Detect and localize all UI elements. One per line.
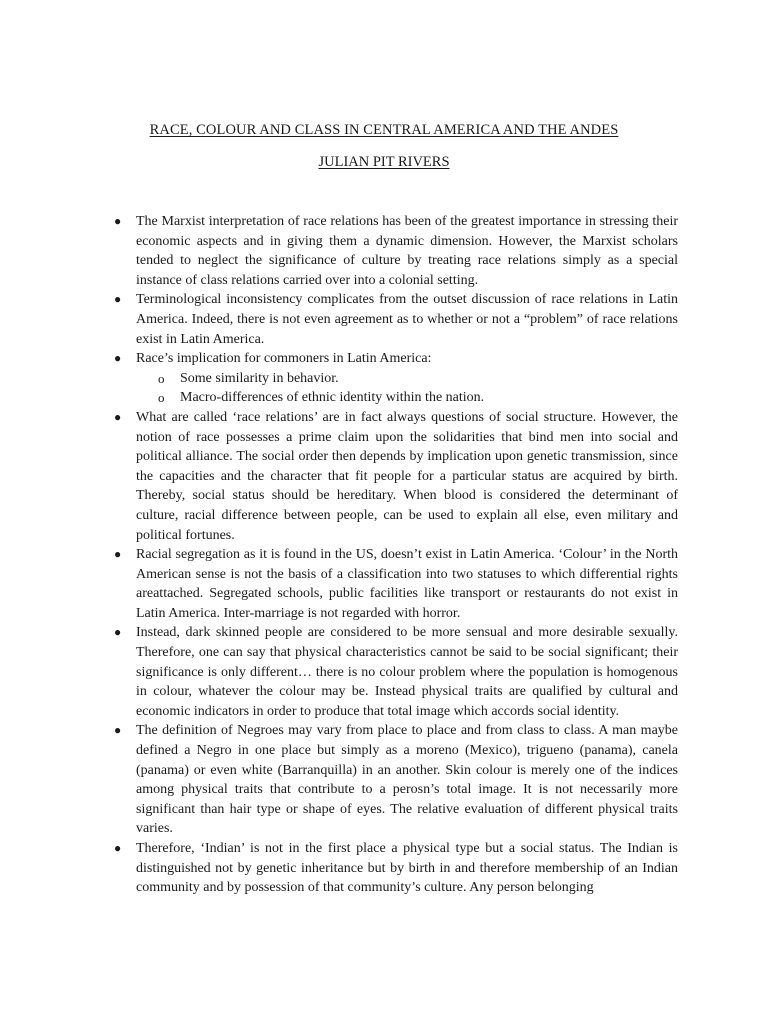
- bullet-dot: ●: [114, 723, 122, 738]
- bullet-item: [114, 349, 678, 369]
- bullet-text: The Marxist interpretation of race relations has been of the greatest importance in stressing their economic aspects and in giving them a dynamic dimension. However, the Marxist scholars tended to neglect the significance of culture by treating race relations simply as a special instance of class relations carried over into a colonial setting.: [136, 214, 678, 288]
- sub-bullet-text: Macro-differences of ethnic identity within the nation.: [180, 390, 485, 406]
- bullet-dot: ●: [114, 841, 122, 855]
- bullet-dot: ●: [114, 214, 122, 228]
- bullet-dot: ●: [114, 625, 122, 640]
- document-body: [114, 212, 678, 898]
- bullet-dot: ●: [114, 547, 122, 562]
- bullet-text: The definition of Negroes may vary from place to place and from class to class. A man maybe defined a Negro in one place but simply as a moreno (Mexico), trigueno (panama), canela (panama) or even white (Barranquilla) in an another. Skin colour is merely one of the indices among physical traits that contribute to a perosn’s total image. It is not necessarily more significant than hair type or shape of eyes. The relative evaluation of different physical traits varies.: [136, 723, 678, 837]
- bullet-text: Terminological inconsistency complicates from the outset discussion of race relations in Latin America. Indeed, there is not even agreement as to whether or not a “problem” of race relations exist in Latin America.: [136, 292, 678, 347]
- sub-bullet-item: [114, 369, 678, 389]
- bullet-item: [114, 839, 678, 898]
- bullet-item: [114, 290, 678, 349]
- sub-bullet-item: [114, 388, 678, 408]
- bullet-item: [114, 545, 678, 623]
- bullet-item: [114, 721, 678, 839]
- bullet-item: [114, 623, 678, 721]
- bullet-text: Racial segregation as it is found in the US, doesn’t exist in Latin America. ‘Colour’ in the North American sense is not the basis of a classification into two statuses to which differential rights areattached. Segregated schools, public facilities like transport or restaurants do not exist in Latin America. Inter-marriage is not regarded with horror.: [136, 547, 678, 621]
- bullet-item: [114, 212, 678, 290]
- bullet-dot: ●: [114, 351, 122, 366]
- bullet-text: Therefore, ‘Indian’ is not in the first place a physical type but a social status. The Indian is distinguished not by genetic inheritance but by birth in and therefore membership of an Indian community and by possession of that community’s culture. Any person belonging: [136, 841, 678, 896]
- bullet-text: Instead, dark skinned people are considered to be more sensual and more desirable sexually. Therefore, one can say that physical characteristics cannot be said to be social significant; their significance is only different… there is no colour problem where the population is homogenous in colour, whatever the colour may be. Instead physical traits are qualified by cultural and economic indicators in order to produce that total image which accords social identity.: [136, 625, 678, 719]
- bullet-dot: ●: [114, 292, 122, 307]
- document-title: RACE, COLOUR AND CLASS IN CENTRAL AMERICA AND THE ANDES: [149, 122, 619, 138]
- bullet-text: Race’s implication for commoners in Latin America:: [136, 351, 432, 367]
- bullet-dot: ●: [114, 409, 122, 424]
- bullet-text: What are called ‘race relations’ are in fact always questions of social structure. However, the notion of race possesses a prime claim upon the solidarities that bind men into social and political alliance. The social order then depends by implication upon genetic transmission, since the capacities and the character that fit people for a particular status are acquired by birth. Thereby, social status should be hereditary. When blood is considered the determinant of culture, racial difference between people, can be used to explain all else, even military and political fortunes.: [136, 409, 678, 543]
- sub-bullet-marker: o: [158, 370, 165, 386]
- sub-bullet-marker: o: [158, 390, 165, 406]
- bullet-item: [114, 408, 678, 545]
- document-author: JULIAN PIT RIVERS: [318, 154, 450, 170]
- sub-bullet-text: Some similarity in behavior.: [180, 370, 339, 386]
